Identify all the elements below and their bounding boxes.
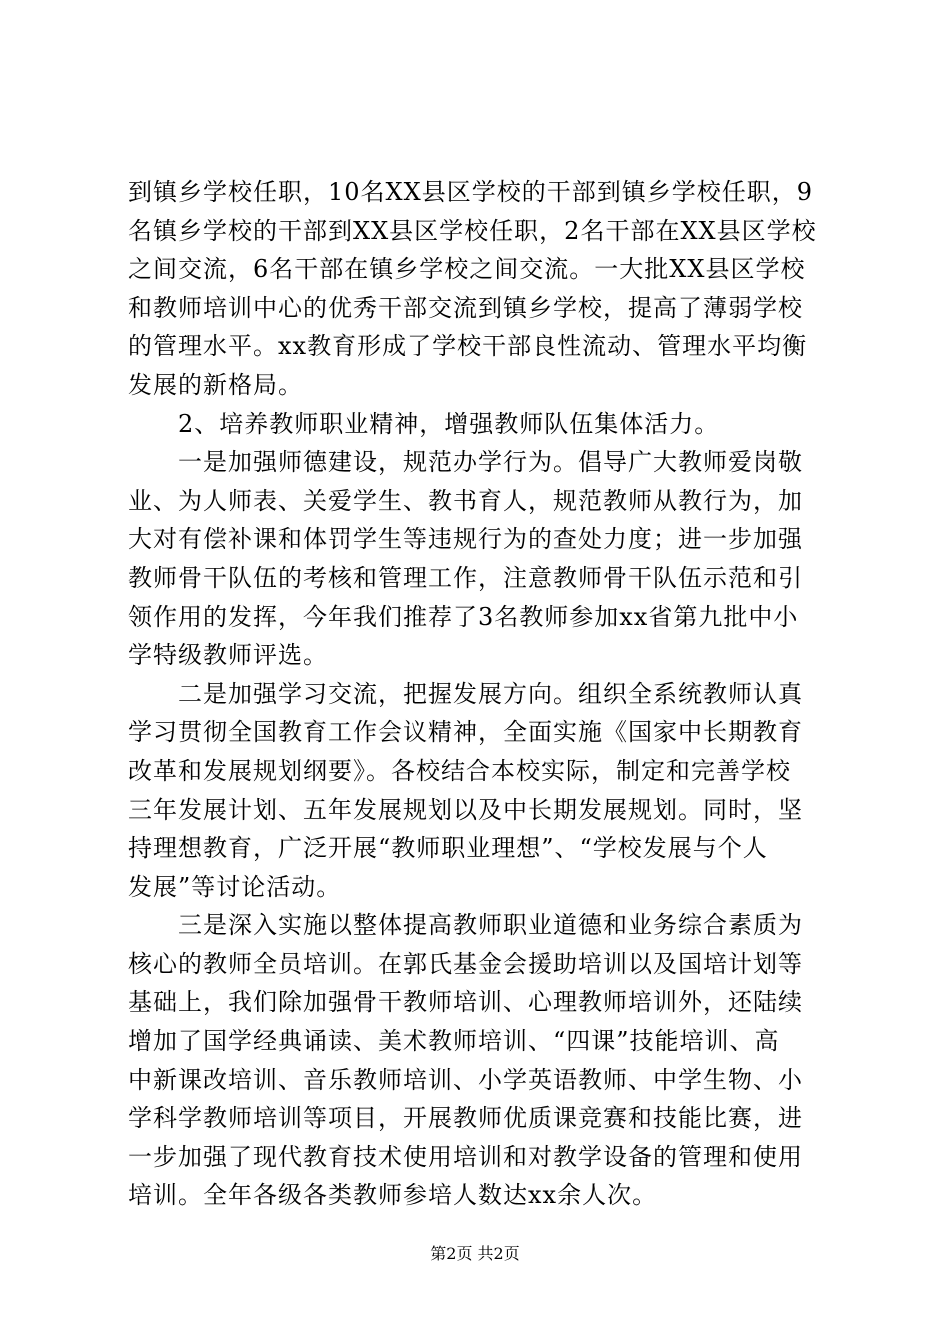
- text-line: 和教师培训中心的优秀干部交流到镇乡学校，提高了薄弱学校: [128, 293, 803, 322]
- page-footer: [0, 1244, 950, 1264]
- text-line: 培训。全年各级各类教师参培人数达xx余人次。: [128, 1181, 658, 1210]
- text-line: 一步加强了现代教育技术使用培训和对教学设备的管理和使用: [128, 1142, 803, 1171]
- text-line: 学习贯彻全国教育工作会议精神，全面实施《国家中长期教育: [128, 718, 803, 747]
- text-line: 基础上，我们除加强骨干教师培训、心理教师培训外，还陆续: [128, 988, 803, 1017]
- text-line: 业、为人师表、关爱学生、教书育人，规范教师从教行为，加: [128, 486, 803, 515]
- page-number: 第2页 共2页: [430, 1244, 520, 1263]
- text-line: 大对有偿补课和体罚学生等违规行为的查处力度；进一步加强: [128, 525, 803, 554]
- text-line: 学科学教师培训等项目，开展教师优质课竞赛和技能比赛，进: [128, 1104, 803, 1133]
- text-line: 二是加强学习交流，把握发展方向。组织全系统教师认真: [128, 679, 803, 708]
- text-line: 的管理水平。xx教育形成了学校干部良性流动、管理水平均衡: [128, 332, 808, 361]
- text-line: 核心的教师全员培训。在郭氏基金会援助培训以及国培计划等: [128, 949, 803, 978]
- text-line: 改革和发展规划纲要》。各校结合本校实际，制定和完善学校: [128, 756, 791, 785]
- text-line: 名镇乡学校的干部到XX县区学校任职，2名干部在XX县区学校: [128, 216, 817, 245]
- text-line: 三是深入实施以整体提高教师职业道德和业务综合素质为: [128, 911, 803, 940]
- text-line: 到镇乡学校任职，10名XX县区学校的干部到镇乡学校任职，9: [128, 178, 813, 206]
- text-line: 增加了国学经典诵读、美术教师培训、“四课”技能培训、高: [128, 1027, 780, 1056]
- document-body: [128, 173, 828, 1215]
- text-line: 领作用的发挥，今年我们推荐了3名教师参加xx省第九批中小: [128, 602, 799, 631]
- text-line: 之间交流，6名干部在镇乡学校之间交流。一大批XX县区学校: [128, 255, 806, 284]
- text-line: 一是加强师德建设，规范办学行为。倡导广大教师爱岗敬: [128, 448, 803, 477]
- section-heading: 2、培养教师职业精神，增强教师队伍集体活力。: [128, 409, 720, 438]
- text-line: 学特级教师评选。: [128, 641, 328, 670]
- text-line: 三年发展计划、五年发展规划以及中长期发展规划。同时，坚: [128, 795, 803, 824]
- text-line: 教师骨干队伍的考核和管理工作，注意教师骨干队伍示范和引: [128, 563, 803, 592]
- text-line: 发展”等讨论活动。: [128, 872, 342, 901]
- text-line: 发展的新格局。: [128, 370, 303, 399]
- text-line: 持理想教育，广泛开展“教师职业理想”、“学校发展与个人: [128, 834, 768, 863]
- text-line: 中新课改培训、音乐教师培训、小学英语教师、中学生物、小: [128, 1065, 803, 1094]
